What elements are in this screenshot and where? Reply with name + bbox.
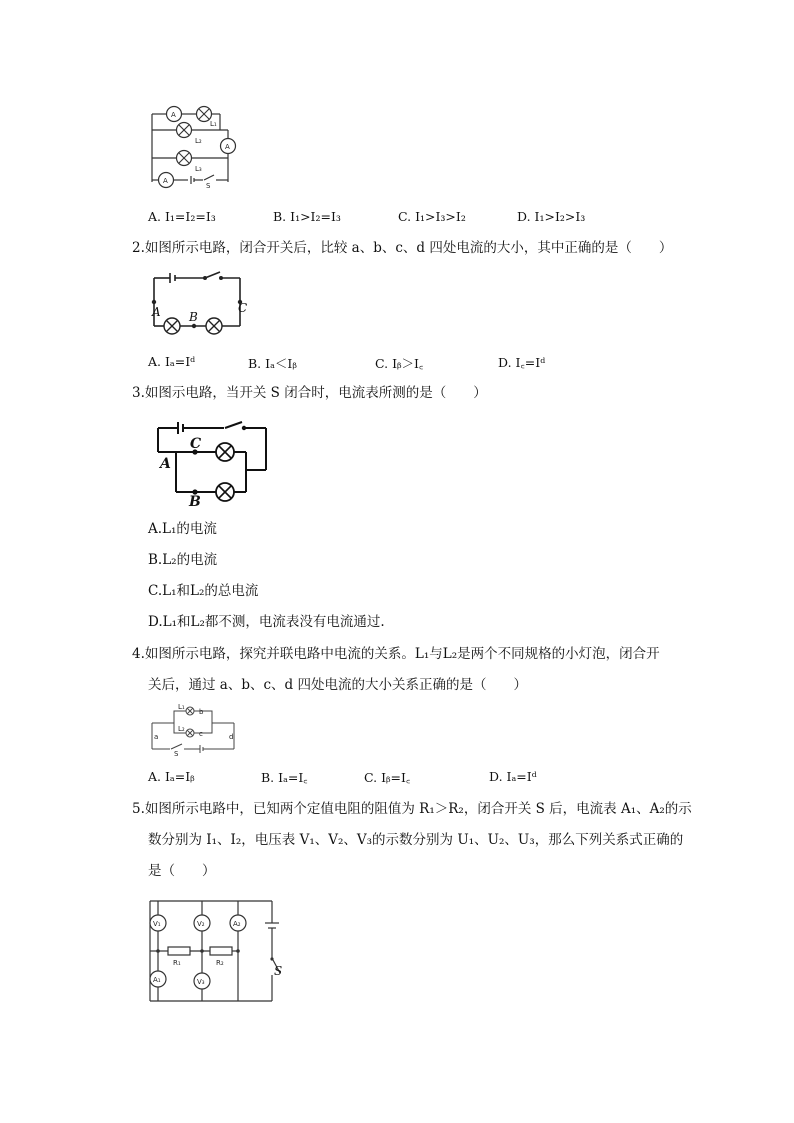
q3-circuit-figure — [148, 410, 272, 506]
q2-stem: 2.如图所示电路，闭合开关后，比较 a、b、c、d 四处电流的大小，其中正确的是（ ） — [132, 240, 673, 256]
q2-option-c[interactable]: C. Iᵦ＞I꜀ — [375, 356, 424, 371]
q3-lamp-bottom-icon — [216, 483, 234, 501]
q5-label-v3: V₃ — [197, 978, 205, 986]
q1-lamp-l2-icon — [177, 123, 192, 138]
q3-option-a[interactable]: A.L₁的电流 — [148, 521, 217, 537]
q5-label-a1: A₁ — [153, 976, 161, 984]
q4-circuit-figure — [148, 703, 240, 757]
q4-label-l1: L₁ — [178, 703, 185, 711]
q2-option-a[interactable]: A. Iₐ=Iᵈ — [148, 354, 196, 369]
q5-stem-line1: 5.如图所示电路中，已知两个定值电阻的阻值为 R₁＞R₂，闭合开关 S 后，电流表 A₁、A₂的示 — [132, 801, 692, 817]
q2-circuit-figure — [148, 268, 252, 336]
q5-label-r1: R₁ — [173, 959, 181, 967]
q1-label-l3: L₃ — [195, 165, 202, 173]
q5-label-s: S — [274, 964, 282, 978]
q1-label-s: S — [206, 182, 211, 190]
q5-label-v2: V₂ — [197, 920, 205, 928]
q4-option-d[interactable]: D. Iₐ=Iᵈ — [489, 769, 537, 784]
q1-lamp-l3-icon — [177, 151, 192, 166]
q3-label-a: A — [160, 456, 171, 472]
q2-lamp-left-icon — [164, 318, 180, 334]
q3-option-d[interactable]: D.L₁和L₂都不测，电流表没有电流通过. — [148, 614, 385, 630]
q4-label-s: S — [174, 750, 179, 757]
q4-label-a: a — [154, 733, 159, 741]
q1-label-a1: A — [163, 177, 168, 185]
q5-circuit-figure — [146, 893, 282, 1007]
q1-label-a3: A — [225, 143, 230, 151]
q4-label-l2: L₂ — [178, 725, 185, 733]
q5-resistor-r2-icon — [210, 947, 232, 955]
q1-option-b[interactable]: B. I₁>I₂=I₃ — [273, 209, 341, 224]
q1-label-a2: A — [171, 111, 176, 119]
q3-stem: 3.如图示电路，当开关 S 闭合时，电流表所测的是（ ） — [132, 385, 487, 401]
q1-label-l1: L₁ — [210, 120, 217, 128]
q2-label-b: B — [189, 310, 198, 324]
q2-label-c: C — [238, 301, 248, 315]
q3-label-c: C — [190, 436, 202, 452]
q4-label-b: b — [199, 708, 204, 716]
q3-label-b: B — [189, 494, 201, 506]
q2-lamp-right-icon — [206, 318, 222, 334]
q1-circuit-figure — [148, 100, 240, 192]
q4-option-b[interactable]: B. Iₐ=I꜀ — [261, 770, 308, 785]
q3-lamp-top-icon — [216, 443, 234, 461]
q5-stem-line2: 数分别为 I₁、I₂，电压表 V₁、V₂、V₃的示数分别为 U₁、U₂、U₃，那么下列关系式正确的 — [148, 832, 684, 848]
q1-option-c[interactable]: C. I₁>I₃>I₂ — [398, 209, 466, 224]
q4-label-d: d — [229, 733, 234, 741]
q3-option-b[interactable]: B.L₂的电流 — [148, 552, 218, 568]
q1-option-a[interactable]: A. I₁=I₂=I₃ — [148, 209, 216, 224]
q1-option-d[interactable]: D. I₁>I₂>I₃ — [517, 209, 586, 224]
q3-option-c[interactable]: C.L₁和L₂的总电流 — [148, 583, 259, 599]
q4-stem-line1: 4.如图所示电路，探究并联电路中电流的关系。L₁与L₂是两个不同规格的小灯泡，闭合开 — [132, 646, 660, 662]
q1-label-l2: L₂ — [195, 137, 202, 145]
q4-option-a[interactable]: A. Iₐ=Iᵦ — [148, 769, 195, 784]
q5-label-a2: A₂ — [233, 920, 241, 928]
q4-option-c[interactable]: C. Iᵦ=I꜀ — [364, 770, 411, 785]
q4-lamp-l1-icon — [186, 707, 194, 715]
q2-option-d[interactable]: D. I꜀=Iᵈ — [498, 355, 546, 370]
q5-label-r2: R₂ — [216, 959, 224, 967]
q2-label-a: A — [152, 305, 161, 319]
q4-stem-line2: 关后，通过 a、b、c、d 四处电流的大小关系正确的是（ ） — [148, 677, 527, 693]
q4-label-c: c — [199, 730, 203, 738]
q5-label-v1: V₁ — [153, 920, 161, 928]
q2-option-b[interactable]: B. Iₐ＜Iᵦ — [248, 356, 297, 371]
q4-lamp-l2-icon — [186, 729, 194, 737]
q5-resistor-r1-icon — [168, 947, 190, 955]
q5-stem-line3: 是（ ） — [148, 863, 216, 879]
